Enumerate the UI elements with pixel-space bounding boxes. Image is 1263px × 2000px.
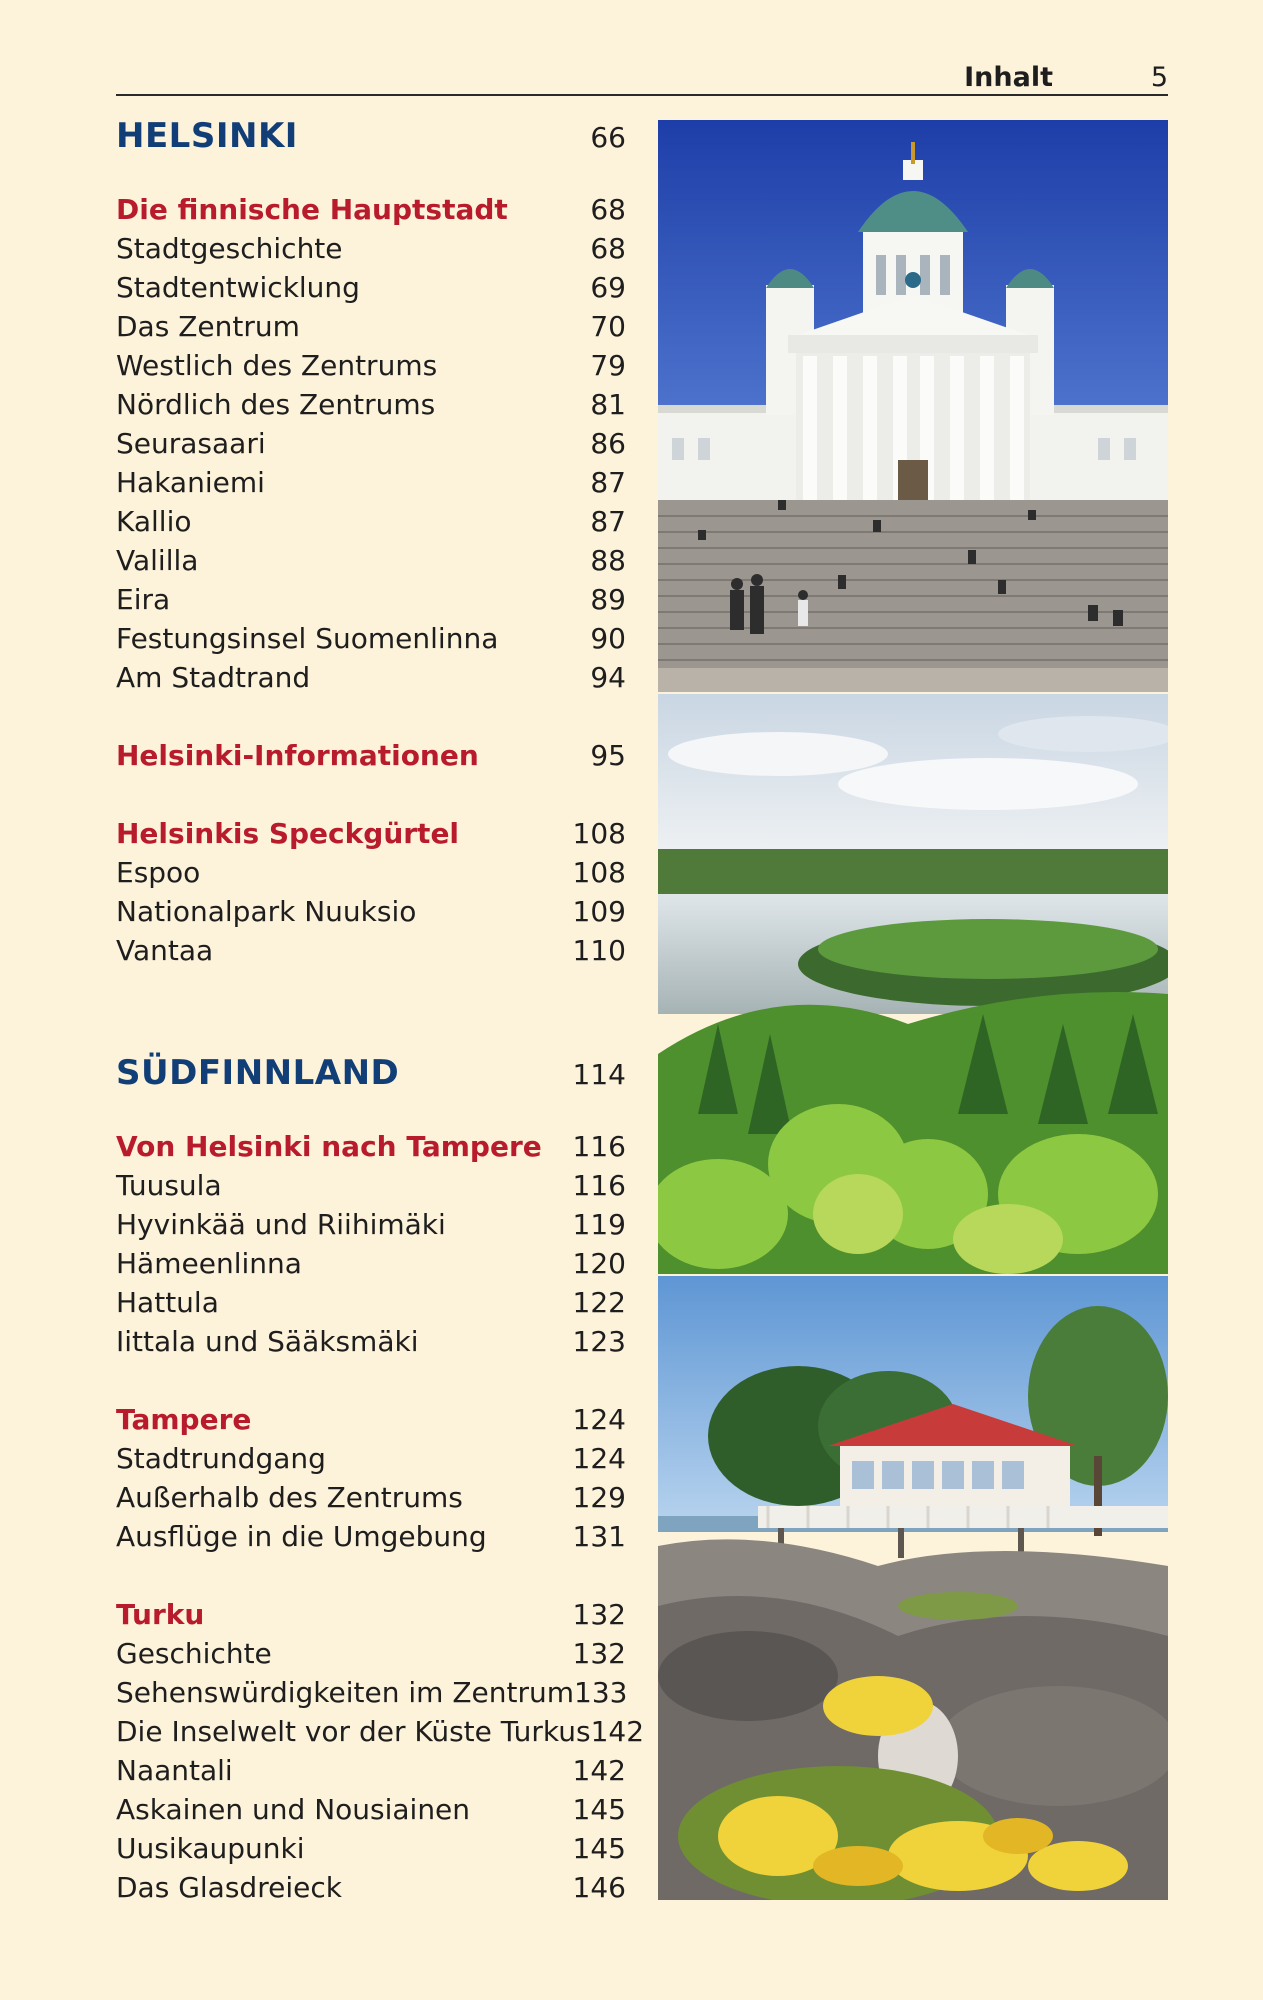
entry-page: 142 xyxy=(590,1715,645,1748)
toc-entry[interactable] xyxy=(116,502,626,541)
subsection-page: 124 xyxy=(572,1403,626,1436)
entry-page: 87 xyxy=(590,466,626,499)
toc-entry[interactable] xyxy=(116,619,626,658)
toc-entry[interactable] xyxy=(116,463,626,502)
entry-page: 68 xyxy=(590,232,626,265)
entry-page: 120 xyxy=(572,1247,626,1280)
entry-title: Hattula xyxy=(116,1286,219,1319)
entry-title: Hakaniemi xyxy=(116,466,265,499)
entry-title: Stadtentwicklung xyxy=(116,271,360,304)
toc-entry[interactable] xyxy=(116,1712,645,1751)
entry-page: 86 xyxy=(590,427,626,460)
toc-entry[interactable] xyxy=(116,1517,626,1556)
entry-page: 132 xyxy=(572,1637,626,1670)
toc-entry[interactable] xyxy=(116,424,626,463)
subsection-title: Helsinkis Speckgürtel xyxy=(116,817,460,850)
entry-page: 145 xyxy=(572,1832,626,1865)
toc-entry[interactable] xyxy=(116,541,626,580)
entry-page: 88 xyxy=(590,544,626,577)
photo-helsinki-cathedral xyxy=(658,120,1168,692)
entry-title: Westlich des Zentrums xyxy=(116,349,438,382)
toc-entry[interactable] xyxy=(116,1244,626,1283)
toc-entry[interactable] xyxy=(116,853,626,892)
entry-page: 70 xyxy=(590,310,626,343)
entry-page: 133 xyxy=(574,1676,628,1709)
entry-page: 142 xyxy=(572,1754,626,1787)
section-title: SÜDFINNLAND xyxy=(116,1053,400,1093)
entry-page: 123 xyxy=(572,1325,626,1358)
entry-page: 116 xyxy=(572,1169,626,1202)
entry-title: Das Zentrum xyxy=(116,310,300,343)
toc-subsection[interactable] xyxy=(116,736,626,775)
toc-entry[interactable] xyxy=(116,1166,626,1205)
entry-page: 90 xyxy=(590,622,626,655)
toc-entry[interactable] xyxy=(116,1673,626,1712)
toc-entry[interactable] xyxy=(116,385,626,424)
subsection-title: Turku xyxy=(116,1598,205,1631)
subsection-page: 108 xyxy=(572,817,626,850)
entry-title: Außerhalb des Zentrums xyxy=(116,1481,463,1514)
running-header xyxy=(116,58,1168,96)
toc-entry[interactable] xyxy=(116,1868,626,1907)
entry-page: 69 xyxy=(590,271,626,304)
toc-section-suedfinnland[interactable] xyxy=(116,1054,626,1093)
toc-entry[interactable] xyxy=(116,1283,626,1322)
entry-page: 110 xyxy=(572,934,626,967)
toc-entry[interactable] xyxy=(116,1829,626,1868)
entry-title: Valilla xyxy=(116,544,199,577)
entry-title: Geschichte xyxy=(116,1637,272,1670)
toc-subsection[interactable] xyxy=(116,814,626,853)
toc-entry[interactable] xyxy=(116,580,626,619)
toc-subsection[interactable] xyxy=(116,1400,626,1439)
toc-entry[interactable] xyxy=(116,1205,626,1244)
entry-title: Das Glasdreieck xyxy=(116,1871,342,1904)
entry-page: 79 xyxy=(590,349,626,382)
entry-title: Hyvinkää und Riihimäki xyxy=(116,1208,446,1241)
toc-entry[interactable] xyxy=(116,658,626,697)
toc-entry[interactable] xyxy=(116,307,626,346)
entry-title: Stadtgeschichte xyxy=(116,232,343,265)
entry-title: Espoo xyxy=(116,856,201,889)
entry-title: Nationalpark Nuuksio xyxy=(116,895,417,928)
subsection-title: Von Helsinki nach Tampere xyxy=(116,1130,542,1163)
toc-subsection[interactable] xyxy=(116,190,626,229)
entry-page: 119 xyxy=(572,1208,626,1241)
toc-entry[interactable] xyxy=(116,1478,626,1517)
entry-page: 124 xyxy=(572,1442,626,1475)
entry-title: Iittala und Sääksmäki xyxy=(116,1325,419,1358)
subsection-title: Die finnische Hauptstadt xyxy=(116,193,508,226)
subsection-page: 68 xyxy=(590,193,626,226)
toc-entry[interactable] xyxy=(116,1634,626,1673)
toc-entry[interactable] xyxy=(116,931,626,970)
entry-page: 131 xyxy=(572,1520,626,1553)
entry-page: 122 xyxy=(572,1286,626,1319)
entry-page: 89 xyxy=(590,583,626,616)
entry-title: Sehenswürdigkeiten im Zentrum xyxy=(116,1676,574,1709)
entry-title: Nördlich des Zentrums xyxy=(116,388,436,421)
page-number: 5 xyxy=(1150,62,1168,93)
entry-page: 146 xyxy=(572,1871,626,1904)
entry-title: Kallio xyxy=(116,505,192,538)
toc-entry[interactable] xyxy=(116,268,626,307)
subsection-page: 132 xyxy=(572,1598,626,1631)
toc-entry[interactable] xyxy=(116,346,626,385)
entry-title: Askainen und Nousiainen xyxy=(116,1793,471,1826)
subsection-page: 116 xyxy=(572,1130,626,1163)
toc-entry[interactable] xyxy=(116,892,626,931)
entry-title: Die Inselwelt vor der Küste Turkus xyxy=(116,1715,591,1748)
entry-title: Naantali xyxy=(116,1754,233,1787)
toc-subsection[interactable] xyxy=(116,1127,626,1166)
toc-entry[interactable] xyxy=(116,1439,626,1478)
entry-page: 109 xyxy=(572,895,626,928)
photo-lake-forest xyxy=(658,694,1168,1274)
entry-title: Hämeenlinna xyxy=(116,1247,302,1280)
entry-title: Vantaa xyxy=(116,934,214,967)
section-title: HELSINKI xyxy=(116,116,298,156)
header-label: Inhalt xyxy=(964,62,1053,93)
toc-entry[interactable] xyxy=(116,1751,626,1790)
entry-page: 145 xyxy=(572,1793,626,1826)
photo-pavilion-rocks xyxy=(658,1276,1168,1900)
subsection-page: 95 xyxy=(590,739,626,772)
entry-page: 94 xyxy=(590,661,626,694)
entry-title: Stadtrundgang xyxy=(116,1442,326,1475)
entry-page: 81 xyxy=(590,388,626,421)
toc-section-helsinki[interactable] xyxy=(116,117,626,156)
entry-title: Am Stadtrand xyxy=(116,661,311,694)
entry-title: Eira xyxy=(116,583,171,616)
subsection-title: Helsinki-Informationen xyxy=(116,739,479,772)
entry-title: Ausflüge in die Umgebung xyxy=(116,1520,487,1553)
entry-page: 108 xyxy=(572,856,626,889)
section-page: 66 xyxy=(590,121,626,154)
toc-entry[interactable] xyxy=(116,1322,626,1361)
section-page: 114 xyxy=(572,1058,626,1091)
entry-page: 87 xyxy=(590,505,626,538)
toc-entry[interactable] xyxy=(116,229,626,268)
entry-title: Festungsinsel Suomenlinna xyxy=(116,622,499,655)
subsection-title: Tampere xyxy=(116,1403,252,1436)
entry-title: Tuusula xyxy=(116,1169,222,1202)
entry-title: Uusikaupunki xyxy=(116,1832,305,1865)
toc-entry[interactable] xyxy=(116,1790,626,1829)
entry-title: Seurasaari xyxy=(116,427,266,460)
entry-page: 129 xyxy=(572,1481,626,1514)
toc-subsection[interactable] xyxy=(116,1595,626,1634)
